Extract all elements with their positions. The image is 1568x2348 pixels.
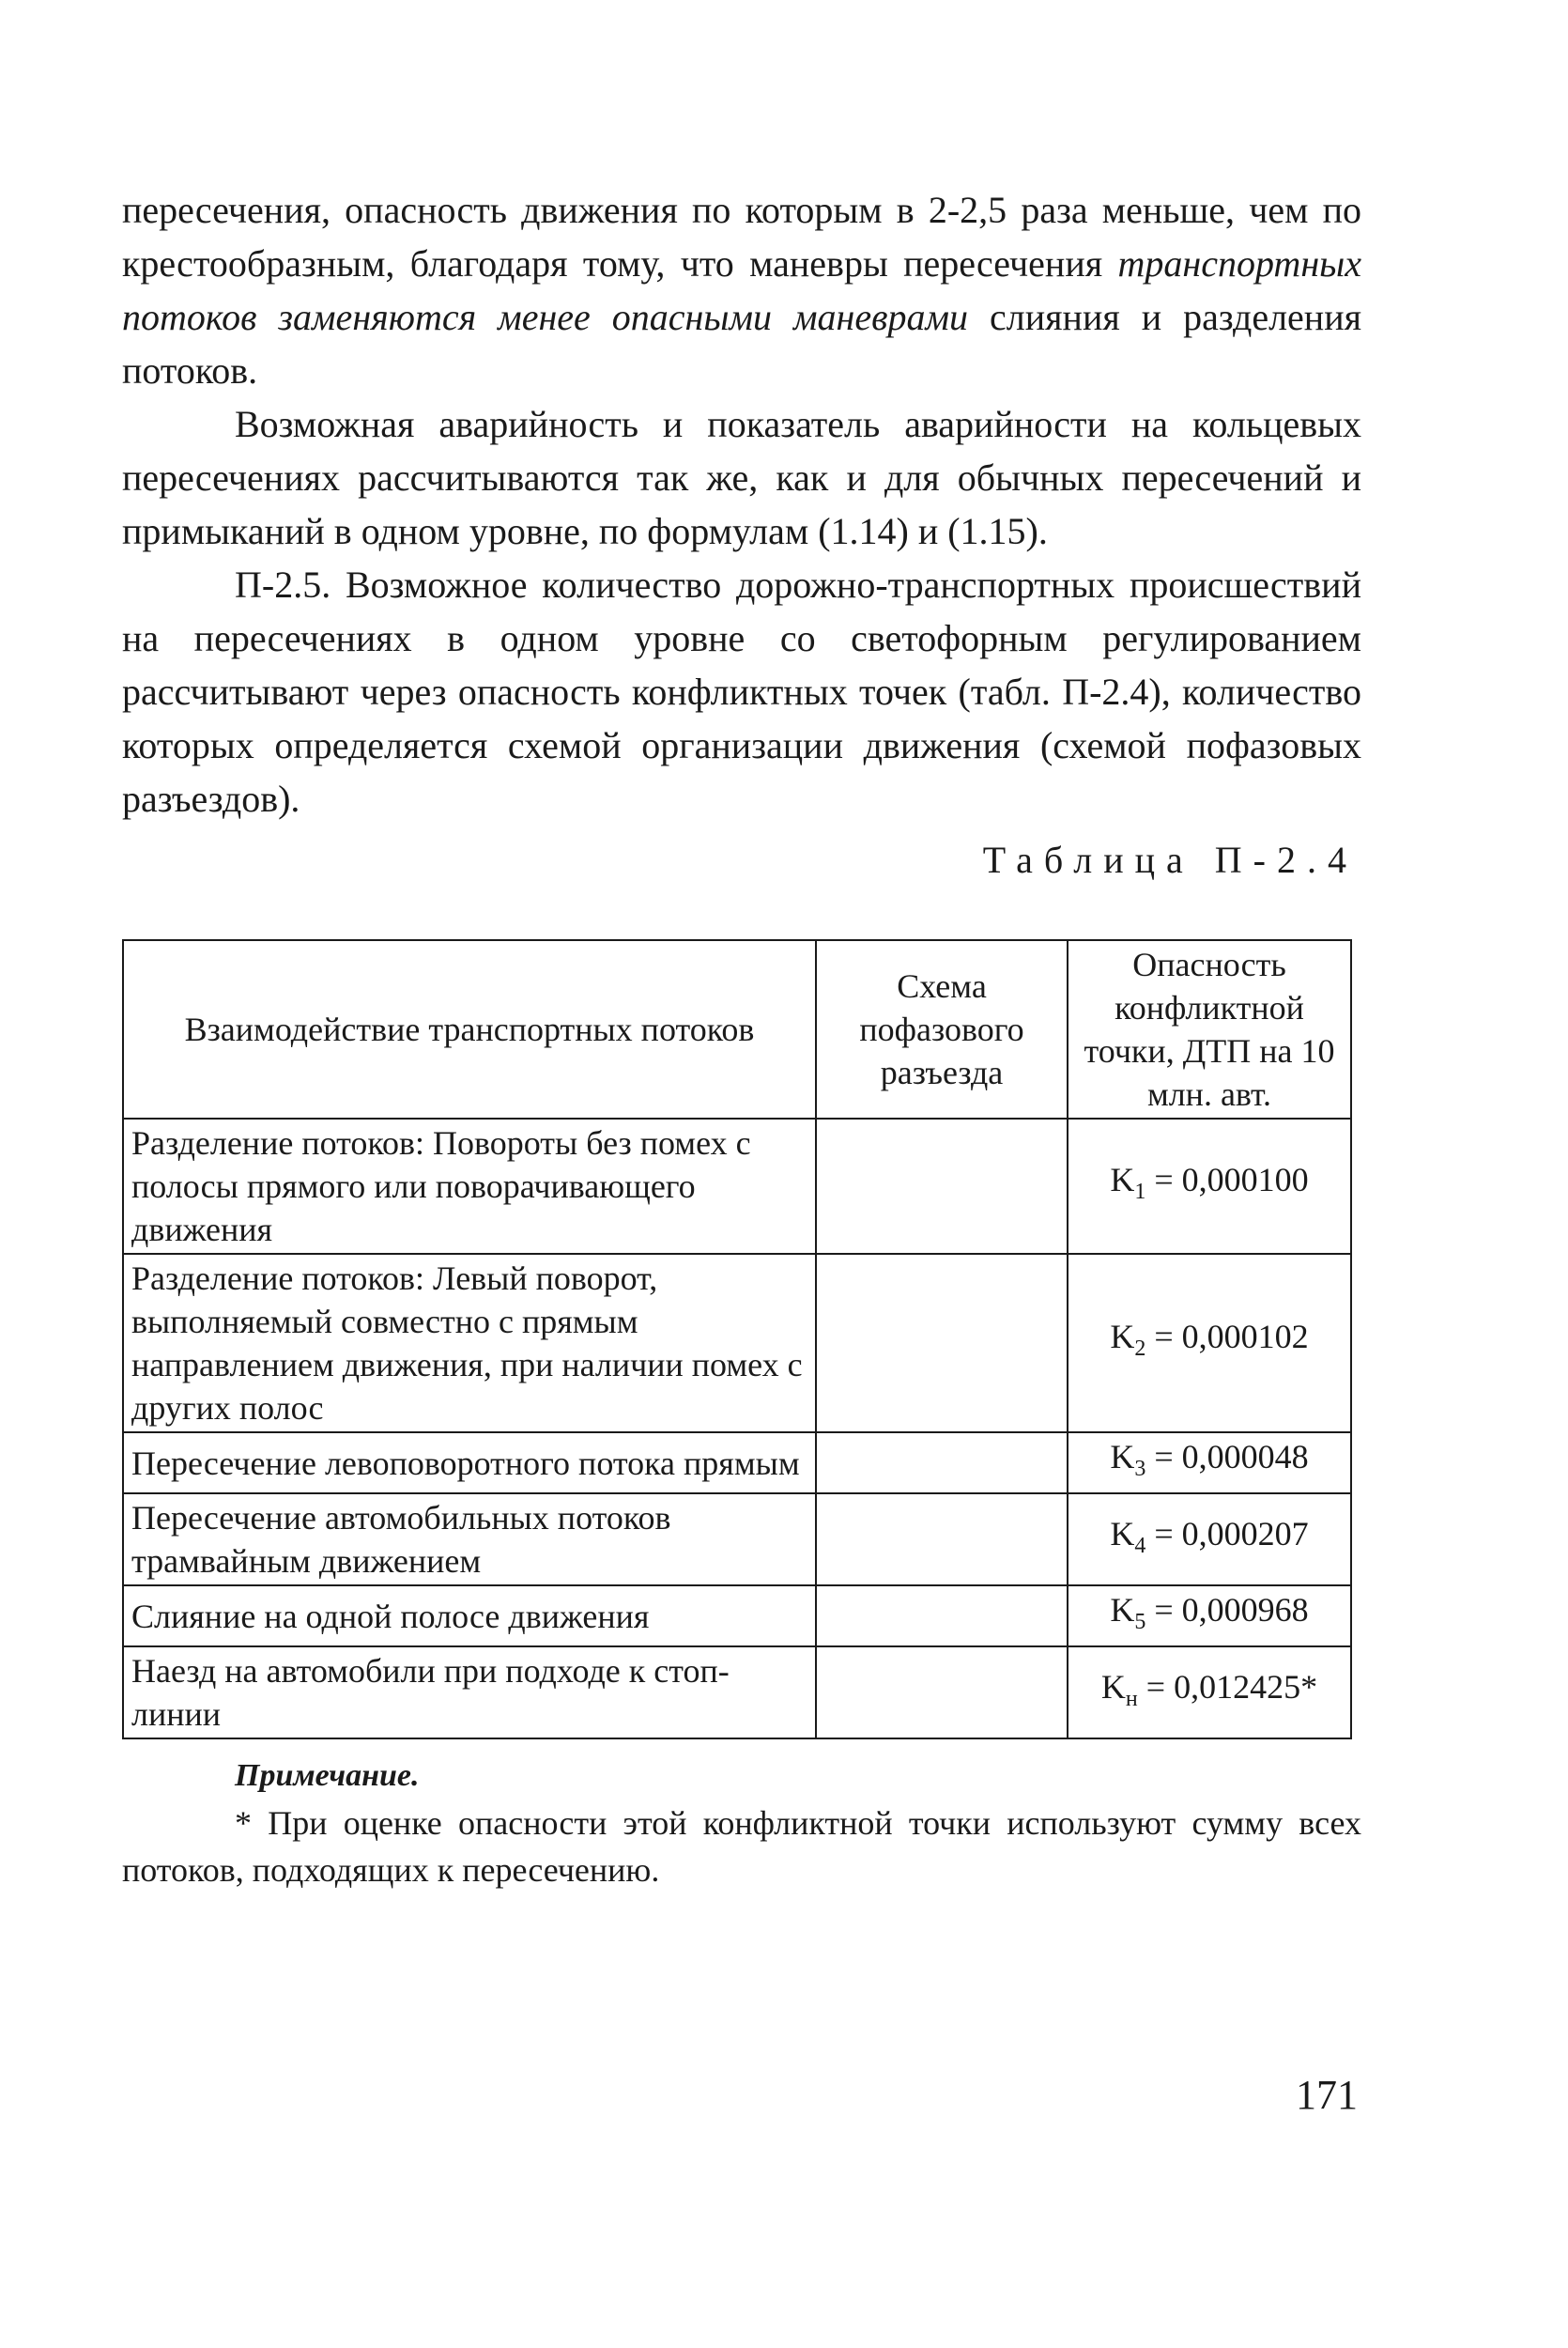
table-row	[123, 1432, 1351, 1493]
cell-scheme	[816, 1493, 1068, 1585]
cell-scheme	[816, 1432, 1068, 1493]
table-row	[123, 1585, 1351, 1646]
paragraph-1-start: пересечения, опасность движения по которым в 2-2,5 раза меньше, чем по крестообразным, благодаря тому, что маневры пересечения	[122, 189, 1361, 285]
cell-danger	[1068, 1432, 1351, 1493]
k-symbol: K	[1110, 1318, 1135, 1356]
k-subscript: 3	[1134, 1457, 1146, 1482]
k-symbol: K	[1110, 1514, 1135, 1552]
k-value: = 0,000968	[1145, 1591, 1309, 1630]
table-row	[123, 1254, 1351, 1432]
cell-scheme	[816, 1119, 1068, 1254]
k-value: = 0,000048	[1145, 1438, 1309, 1475]
paragraph-1	[122, 183, 1361, 397]
cell-interaction: Слияние на одной полосе движения	[123, 1585, 816, 1646]
cell-interaction: Пересечение левоповоротного потока прямым	[123, 1432, 816, 1493]
cell-scheme	[816, 1585, 1068, 1646]
note-text: * При оценке опасности этой конфликтной точки используют сумму всех потоков, подходящих к пересечению.	[122, 1804, 1361, 1890]
paragraph-2: Возможная аварийность и показатель аварийности на кольцевых пересечениях рассчитываются так же, как и для обычных пересечений и примыканий в одном уровне, по формулам (1.14) и (1.15).	[122, 403, 1361, 552]
table-header-row	[123, 940, 1351, 1119]
k-subscript: 2	[1134, 1336, 1146, 1362]
k-value: = 0,000100	[1145, 1161, 1309, 1199]
cell-danger	[1068, 1119, 1351, 1254]
table-row	[123, 1119, 1351, 1254]
header-danger: Опасность конфликтной точки, ДТП на 10 млн. авт.	[1068, 940, 1351, 1119]
note-title: Примечание.	[235, 1758, 420, 1794]
table-caption: Таблица П-2.4	[982, 839, 1358, 881]
k-symbol: K	[1100, 1667, 1126, 1706]
paragraph-1-italic: транспортных потоков заменяются менее опасными маневрами	[122, 242, 1361, 338]
cell-danger	[1068, 1493, 1351, 1585]
conflict-points-table	[122, 939, 1352, 1739]
cell-interaction: Разделение потоков: Левый поворот, выполняемый совместно с прямым направлением движения, при наличии помех с других полос	[123, 1254, 816, 1432]
page-number: 171	[1296, 2072, 1358, 2118]
cell-danger	[1068, 1585, 1351, 1646]
cell-scheme	[816, 1254, 1068, 1432]
k-subscript: 5	[1134, 1610, 1146, 1635]
k-value: = 0,000102	[1145, 1318, 1309, 1356]
paragraph-1-end: слияния и разделения потоков.	[122, 296, 1362, 392]
header-scheme: Схема пофазового разъезда	[816, 940, 1068, 1119]
header-interaction: Взаимодействие транспортных потоков	[123, 940, 816, 1119]
cell-interaction: Разделение потоков: Повороты без помех с полосы прямого или поворачивающего движения	[123, 1119, 816, 1254]
cell-danger	[1068, 1254, 1351, 1432]
table-row	[123, 1646, 1351, 1738]
cell-danger	[1068, 1646, 1351, 1738]
cell-scheme	[816, 1646, 1068, 1738]
paragraph-3: П-2.5. Возможное количество дорожно-транспортных происшествий на пересечениях в одном уровне со светофорным регулированием рассчитывают через опасность конфликтных точек (табл. П-2.4), количество которых определяется схемой организации движения (схемой пофазовых разъездов).	[122, 564, 1361, 820]
k-symbol: K	[1110, 1438, 1135, 1475]
k-subscript: 4	[1134, 1533, 1146, 1558]
k-value: = 0,000207	[1145, 1514, 1309, 1552]
page-content	[122, 183, 1361, 1893]
k-value: = 0,012425*	[1137, 1667, 1318, 1706]
k-subscript: н	[1125, 1686, 1138, 1711]
cell-interaction: Наезд на автомобили при подходе к стоп-линии	[123, 1646, 816, 1738]
cell-interaction: Пересечение автомобильных потоков трамвайным движением	[123, 1493, 816, 1585]
k-subscript: 1	[1134, 1180, 1146, 1205]
k-symbol: K	[1110, 1161, 1135, 1199]
table-row	[123, 1493, 1351, 1585]
k-symbol: K	[1110, 1591, 1135, 1630]
